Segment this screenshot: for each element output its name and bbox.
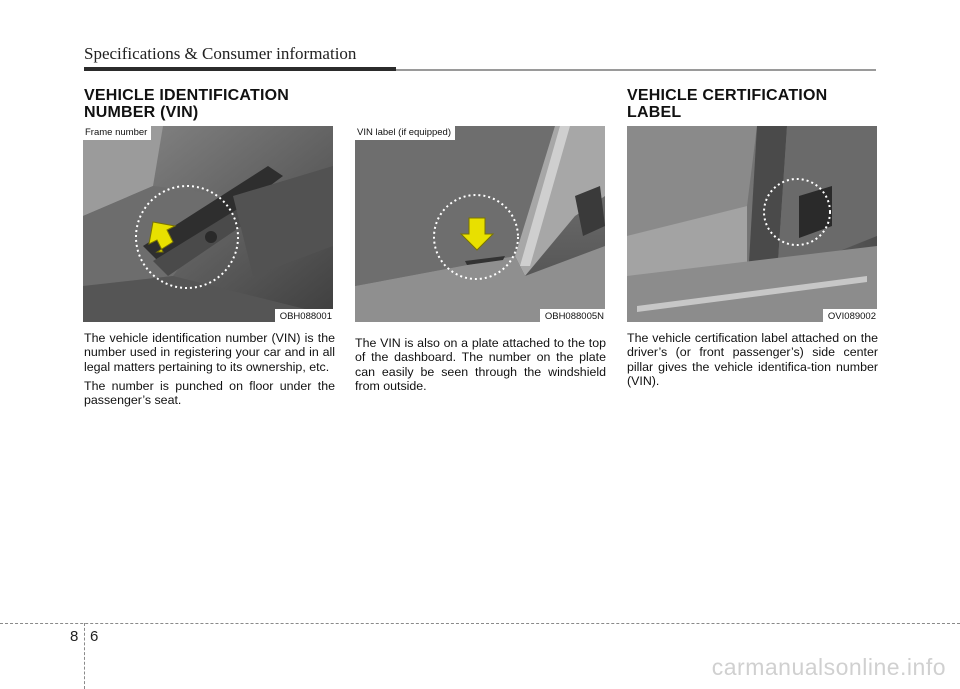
certification-description	[627, 331, 878, 393]
vin-label-photo-code: OBH088005N	[540, 309, 605, 322]
certification-title-line2: LABEL	[627, 104, 682, 121]
arrow-down-icon	[355, 126, 605, 322]
footer-divider	[84, 623, 85, 689]
certification-section-title	[627, 87, 887, 121]
header-rule	[84, 67, 396, 71]
vin-title-line2: NUMBER (VIN)	[84, 104, 199, 121]
vin-label-photo	[355, 126, 605, 322]
frame-number-label: Frame number	[83, 126, 151, 140]
chapter-number: 8	[70, 628, 79, 645]
vin-label-caption: VIN label (if equipped)	[355, 126, 455, 140]
footer-rule	[0, 623, 960, 624]
certification-label-photo	[627, 126, 877, 322]
page-number: 6	[90, 628, 99, 645]
certification-photo-code: OVI089002	[823, 309, 877, 322]
vin-paragraph-1: The vehicle identification number (VIN) is the number used in registering your car and in all legal matters pertaining to its ownership, etc.	[84, 331, 335, 374]
vin-paragraph-2: The number is punched on floor under the passenger’s seat.	[84, 378, 335, 408]
running-header: Specifications & Consumer information	[84, 44, 357, 63]
frame-number-photo	[83, 126, 333, 322]
certification-title-line1: VEHICLE CERTIFICATION	[627, 87, 828, 104]
door-pillar-illustration	[627, 126, 877, 322]
certification-paragraph: The vehicle certification label attached on the driver’s (or front passenger’s) side center pillar gives the vehicle identifica-tion number (VIN).	[627, 331, 878, 388]
vin-plate-paragraph: The VIN is also on a plate attached to the top of the dashboard. The number on the plate can easily be seen through the windshield from outside.	[355, 336, 606, 393]
vin-section-title	[84, 87, 344, 121]
vin-description	[84, 331, 335, 412]
frame-number-photo-code: OBH088001	[275, 309, 333, 322]
arrow-icon	[83, 126, 333, 322]
watermark-link[interactable]: carmanualsonline.info	[711, 654, 946, 680]
vin-plate-description	[355, 336, 606, 398]
vin-title-line1: VEHICLE IDENTIFICATION	[84, 87, 289, 104]
header-rule-thin	[396, 69, 876, 71]
